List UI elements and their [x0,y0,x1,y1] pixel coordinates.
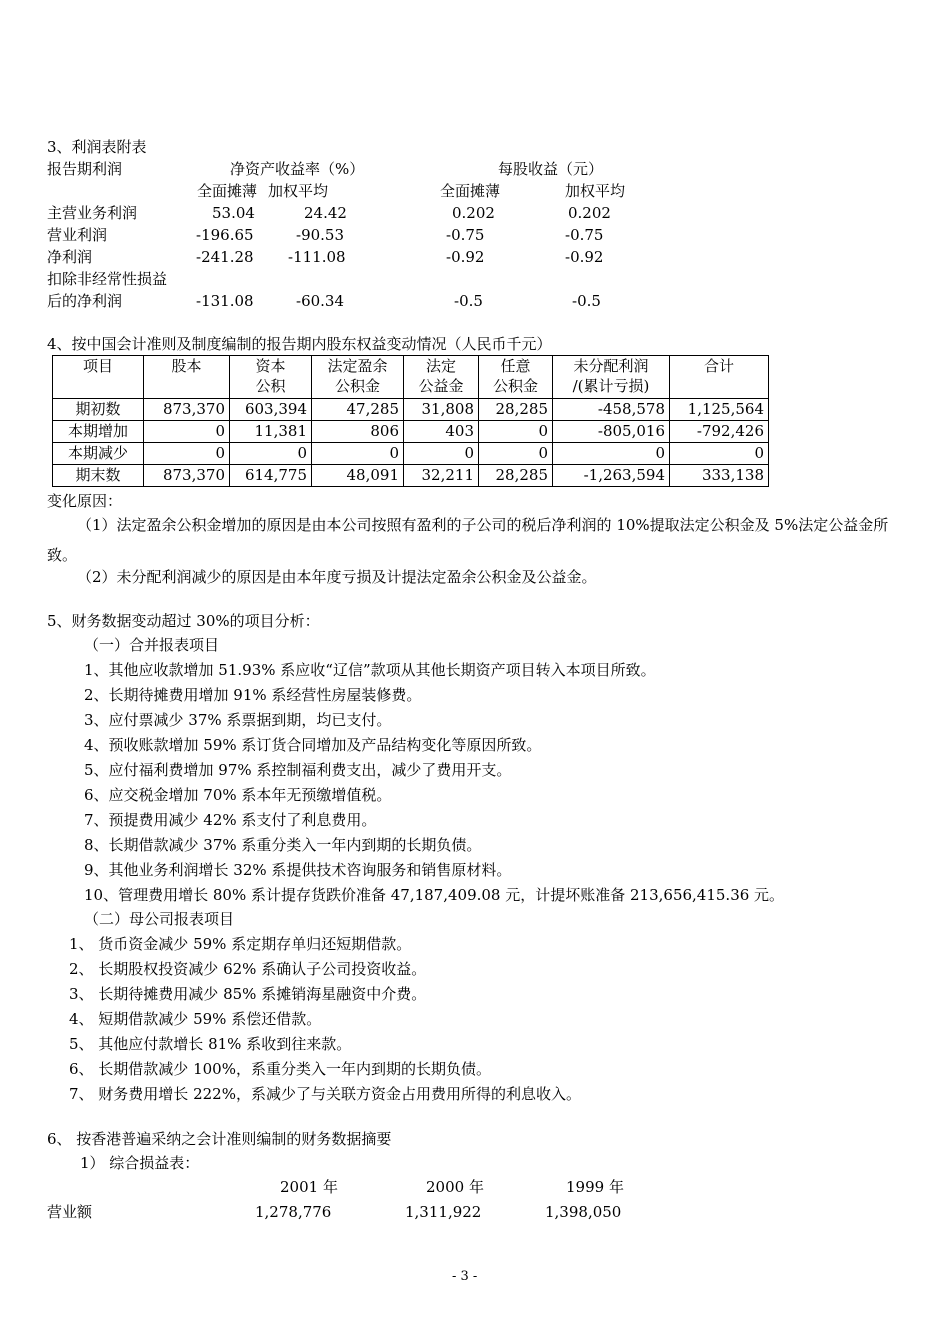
header-cell: 股本 [144,356,230,399]
cell: 0.202 [452,204,495,222]
row-label: 期末数 [53,465,144,487]
cell: 873,370 [144,465,230,487]
cell: -0.5 [454,292,483,310]
cell: 0 [479,421,553,443]
cell: -792,426 [670,421,769,443]
header-cell: 法定 公益金 [404,356,479,399]
cell: 11,381 [230,421,312,443]
section5-sub1: （一）合并报表项目 [84,636,220,654]
list-item: 3、 长期待摊费用减少 85% 系摊销海星融资中介费。 [69,985,427,1003]
cell: -0.92 [446,248,485,266]
cell: 603,394 [230,399,312,421]
list-item: 1、其他应收款增加 51.93% 系应收“辽信”款项从其他长期资产项目转入本项目所致。 [84,661,656,679]
cell: 0.202 [568,204,611,222]
section3-group-roe: 净资产收益率（%） [230,160,365,178]
row-label: 净利润 [47,248,93,266]
list-item: 4、预收账款增加 59% 系订货合同增加及产品结构变化等原因所致。 [84,736,542,754]
list-item: 6、 长期借款减少 100%，系重分类入一年内到期的长期负债。 [69,1060,491,1078]
section3-sub4: 加权平均 [565,182,626,200]
page-number: - 3 - [452,1269,478,1284]
cell: -60.34 [296,292,345,310]
cell: 48,091 [312,465,404,487]
list-item: 3、应付票减少 37% 系票据到期，均已支付。 [84,711,392,729]
list-item: 6、应交税金增加 70% 系本年无预缴增值税。 [84,786,392,804]
cell: -805,016 [553,421,670,443]
row-label: 期初数 [53,399,144,421]
cell: -111.08 [288,248,346,266]
cell: -0.75 [565,226,604,244]
list-item: 2、 长期股权投资减少 62% 系确认子公司投资收益。 [69,960,427,978]
reason-title: 变化原因： [47,492,123,510]
header-cell: 资本 公积 [230,356,312,399]
cell: -458,578 [553,399,670,421]
cell: 614,775 [230,465,312,487]
section6-title: 6、 按香港普遍采纳之会计准则编制的财务数据摘要 [47,1130,392,1148]
equity-change-table [52,355,769,487]
section5-title: 5、财务数据变动超过 30%的项目分析： [47,612,320,630]
table-row [53,421,769,443]
list-item: 2、长期待摊费用增加 91% 系经营性房屋装修费。 [84,686,422,704]
section3-col-head: 报告期利润 [47,160,123,178]
cell: 0 [404,443,479,465]
list-item: 9、其他业务利润增长 32% 系提供技术咨询服务和销售原材料。 [84,861,512,879]
header-cell: 项目 [53,356,144,399]
cell: 53.04 [212,204,255,222]
year-header: 2000 年 [426,1178,484,1196]
year-header: 2001 年 [280,1178,338,1196]
reason-2: （2）未分配利润减少的原因是由本年度亏损及计提法定盈余公积金及公益金。 [77,568,597,586]
table-row [53,465,769,487]
list-item: 5、应付福利费增加 97% 系控制福利费支出，减少了费用开支。 [84,761,512,779]
cell: 31,808 [404,399,479,421]
row-label: 营业额 [47,1203,93,1221]
cell: 873,370 [144,399,230,421]
list-item: 8、长期借款减少 37% 系重分类入一年内到期的长期负债。 [84,836,482,854]
section3-title: 3、利润表附表 [47,138,147,156]
header-cell: 任意 公积金 [479,356,553,399]
cell: 0 [144,443,230,465]
row-label: 后的净利润 [47,292,123,310]
cell: 32,211 [404,465,479,487]
row-label: 营业利润 [47,226,108,244]
cell: 333,138 [670,465,769,487]
row-label: 本期增加 [53,421,144,443]
row-label: 本期减少 [53,443,144,465]
list-item: 4、 短期借款减少 59% 系偿还借款。 [69,1010,322,1028]
section3-sub1: 全面摊薄 [197,182,258,200]
cell: 1,311,922 [405,1203,482,1221]
cell: 0 [553,443,670,465]
cell: -90.53 [296,226,345,244]
section5-sub2: （二）母公司报表项目 [84,910,235,928]
reason-1: （1）法定盈余公积金增加的原因是由本公司按照有盈利的子公司的税后净利润的 10%提取法定公积金及 5%法定公益金所致。 [47,516,889,564]
cell: -0.92 [565,248,604,266]
section3-sub3: 全面摊薄 [440,182,501,200]
list-item: 5、 其他应付款增长 81% 系收到往来款。 [69,1035,352,1053]
cell: 0 [230,443,312,465]
cell: 1,125,564 [670,399,769,421]
cell: 24.42 [304,204,347,222]
cell: 1,278,776 [255,1203,332,1221]
list-item: 7、 财务费用增长 222%，系减少了与关联方资金占用费用所得的利息收入。 [69,1085,581,1103]
table-row [53,443,769,465]
cell: -131.08 [196,292,254,310]
section6-sub1: 1） 综合损益表： [80,1154,200,1172]
cell: -0.5 [572,292,601,310]
cell: 806 [312,421,404,443]
cell: 403 [404,421,479,443]
cell: -241.28 [196,248,254,266]
cell: 47,285 [312,399,404,421]
table-row [53,399,769,421]
cell: -1,263,594 [553,465,670,487]
cell: 0 [312,443,404,465]
cell: 28,285 [479,399,553,421]
cell: 1,398,050 [545,1203,622,1221]
cell: -196.65 [196,226,254,244]
cell: 28,285 [479,465,553,487]
section4-title: 4、按中国会计准则及制度编制的报告期内股东权益变动情况（人民币千元） [47,335,552,353]
list-item: 1、 货币资金减少 59% 系定期存单归还短期借款。 [69,935,412,953]
year-header: 1999 年 [566,1178,624,1196]
row-label: 主营业务利润 [47,204,138,222]
cell: 0 [479,443,553,465]
row-label: 扣除非经常性损益 [47,270,168,288]
cell: 0 [670,443,769,465]
header-cell: 法定盈余 公积金 [312,356,404,399]
header-cell: 合计 [670,356,769,399]
cell: 0 [144,421,230,443]
list-item: 10、管理费用增长 80% 系计提存货跌价准备 47,187,409.08 元，计提坏账准备 213,656,415.36 元。 [84,886,785,904]
section3-sub2: 加权平均 [268,182,329,200]
table-header-row [53,356,769,399]
section3-group-eps: 每股收益（元） [498,160,604,178]
list-item: 7、预提费用减少 42% 系支付了利息费用。 [84,811,377,829]
cell: -0.75 [446,226,485,244]
header-cell: 未分配利润 /(累计亏损) [553,356,670,399]
